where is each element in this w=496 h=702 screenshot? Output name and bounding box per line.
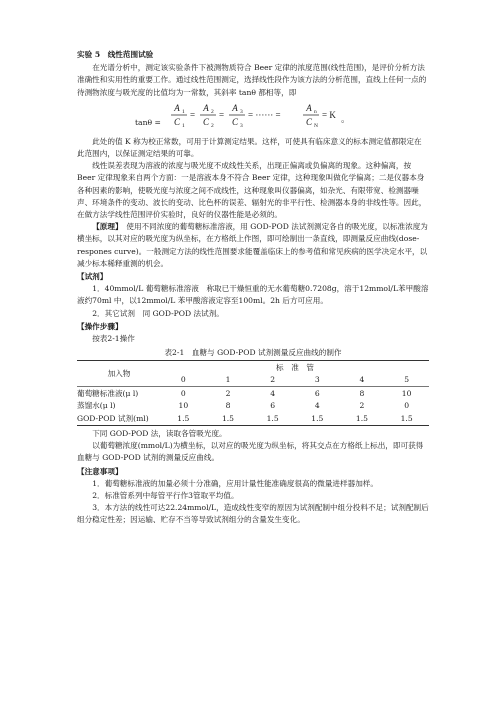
note-item-2: 2．标准管系列中每管平行作3管取平均值。 xyxy=(92,490,239,500)
table-cell: 2 xyxy=(206,387,251,400)
table-column-header: 1 xyxy=(225,375,231,385)
equation-numerator: A xyxy=(306,102,312,113)
table-cell: 4 xyxy=(314,401,320,411)
table-cell: 4 xyxy=(250,387,295,400)
table-cell: 8 xyxy=(340,387,385,400)
table-row xyxy=(77,412,429,425)
table-cell: 1.5 xyxy=(206,412,251,425)
equation-numerator-subscript: 2 xyxy=(211,108,214,115)
equation-denominator: C xyxy=(305,116,313,127)
equation-equals: = xyxy=(219,109,225,120)
equation-numerator: A xyxy=(232,102,238,113)
table-column-header: 5 xyxy=(404,375,410,385)
table-column-header: 0 xyxy=(180,375,186,385)
equation-lhs: tanθ = xyxy=(135,117,161,127)
table-body xyxy=(77,387,429,426)
table-row xyxy=(77,400,429,413)
principle-paragraph xyxy=(77,221,429,270)
equation-denominator: C xyxy=(202,116,210,127)
equation-period: 。 xyxy=(341,113,351,124)
table-cell: 1.5 xyxy=(340,412,385,425)
table-cell: 6 xyxy=(295,387,340,400)
slope-equation xyxy=(77,100,429,134)
table-caption: 表2-1 血糖与 GOD-POD 试剂测量反应曲线的制作 xyxy=(164,348,342,358)
table-cell: 1.5 xyxy=(295,412,340,425)
table-row-label: GOD-POD 试剂(ml) xyxy=(77,412,161,425)
equation-equals: = xyxy=(190,109,196,120)
standard-tube-table xyxy=(77,360,429,426)
table-cell: 1.5 xyxy=(161,412,206,425)
steps-after-1: 下同 GOD-POD 法，读取各管吸光度。 xyxy=(92,428,227,438)
note-item-1: 1．葡萄糖标准液的加量必须十分准确，应用计量性能准确度很高的微量进样器加样。 xyxy=(92,478,378,488)
equation-rhs: = K xyxy=(322,109,336,120)
table-cell: 10 xyxy=(384,387,429,400)
reagent-item-1: 1．40mmol/L 葡萄糖标准溶液 称取已干燥恒重的无水葡萄糖0.7208g，溶于12mmol/L苯甲酸溶液约70ml 中，以12mmol/L 苯甲酸溶液定容至100ml。2h 后方可应用。 xyxy=(77,284,429,306)
intro-paragraph-3: 线性误差表现为溶液的浓度与吸光度不成线性关系，出现正偏离或负偏离的现象。这种偏离，按 Beer 定律现象来自两个方面：一是溶液本身不符合 Beer 定律，这种现象叫做化学偏离；二是仪器本身各种因素的影响，使吸光度与浓度之间不成线性，这种现象叫仪器偏离，如杂光、有限带宽、检测器噪声、环境条件的变动、波长的变动、比色杯的误差、辐射光的非平行性、检测器本身的非线性等。因此，在做方法学线性范围评价实验时，良好的仪器性能是必须的。 xyxy=(77,161,427,220)
table-cell: 2 xyxy=(359,401,365,411)
equation-denominator: C xyxy=(173,116,181,127)
steps-after-2: 以葡萄糖浓度(mmol/L)为横坐标，以对应的吸光度为纵坐标，将其交点在方格纸上标出，即可获得血糖与 GOD-POD 试剂的测量反应曲线。 xyxy=(77,441,424,463)
table-cell: 10 xyxy=(178,401,189,411)
table-cell: 0 xyxy=(404,401,410,411)
reagent-item-2: 2．其它试剂 同 GOD-POD 法试剂。 xyxy=(92,308,224,318)
equation-ellipsis: = ······ = xyxy=(248,109,281,120)
equation-numerator-subscript: 1 xyxy=(182,108,185,115)
table-group-label: 标 准 管 xyxy=(161,361,429,374)
table-cell: 1.5 xyxy=(250,412,295,425)
equation-denominator-subscript: 1 xyxy=(182,122,185,129)
table-column-header: 4 xyxy=(359,375,365,385)
equation-numerator-subscript: 3 xyxy=(240,108,243,115)
table-row-label: 蒸馏水(μ l) xyxy=(77,401,116,411)
table-cell: 1.5 xyxy=(384,412,429,425)
equation-denominator: C xyxy=(231,116,239,127)
steps-heading: 【操作步骤】 xyxy=(77,321,123,331)
equation-denominator-subscript: 2 xyxy=(211,122,214,129)
table-cell: 0 xyxy=(161,387,206,400)
table-cell: 6 xyxy=(270,401,276,411)
table-column-header: 2 xyxy=(270,375,276,385)
equation-numerator: A xyxy=(174,102,180,113)
steps-intro: 按表2-1操作 xyxy=(92,334,135,344)
intro-paragraph-1: 在光谱分析中，测定该实验条件下被测物质符合 Beer 定律的浓度范围(线性范围)，是评价分析方法准确性和实用性的重要工作。通过线性范围测定，选择线性段作为该方法的分析范围，直线上任何一点的待测物浓度与吸光度的比值均为一常数，其斜率 tanθ 都相等，即 xyxy=(77,63,427,97)
table-row-label: 葡萄糖标准液(μ l) xyxy=(77,387,161,400)
table-row xyxy=(77,387,429,400)
equation-fractions xyxy=(171,100,371,134)
equation-denominator-subscript: N xyxy=(314,122,318,129)
note-item-3: 3．本方法的线性可达22.24mmol/L，造成线性变窄的原因为试剂配制中组分投料不足；试剂配制后组分稳定性差；因运输、贮存不当等导致试剂组分的含量发生变化。 xyxy=(77,503,429,525)
table-corner-label: 加入物 xyxy=(77,361,161,387)
table-cell: 8 xyxy=(225,401,231,411)
experiment-title: 实验 5 线性范围试验 xyxy=(77,50,154,59)
reagents-heading: 【试剂】 xyxy=(77,272,108,282)
notes-heading: 【注意事项】 xyxy=(77,466,123,476)
equation-numerator-subscript: n xyxy=(314,108,317,115)
document-body xyxy=(77,49,429,527)
equation-numerator: A xyxy=(203,102,209,113)
principle-heading: 【原理】 xyxy=(92,222,119,232)
table-column-header: 3 xyxy=(314,375,320,385)
intro-paragraph-2: 此处的值 K 称为校正常数，可用于计算测定结果。这样，可使具有临床意义的标本测定值都限定在此范围内，以保证测定结果的可靠。 xyxy=(77,136,422,159)
principle-text: 使用不同浓度的葡萄糖标准溶液，用 GOD-POD 法试剂测定各自的吸光度，以标准浓度为横坐标，以其对应的吸光度为纵坐标，在方格纸上作图，即可绘制出一条直线，即测量反应曲线(dose-respones curve)。一般测定方法的线性范围要求能覆盖临床上的参考值和常见疾病的医学决定水平，以减少标本稀释重测的机会。 xyxy=(77,222,428,268)
equation-denominator-subscript: 3 xyxy=(240,122,243,129)
